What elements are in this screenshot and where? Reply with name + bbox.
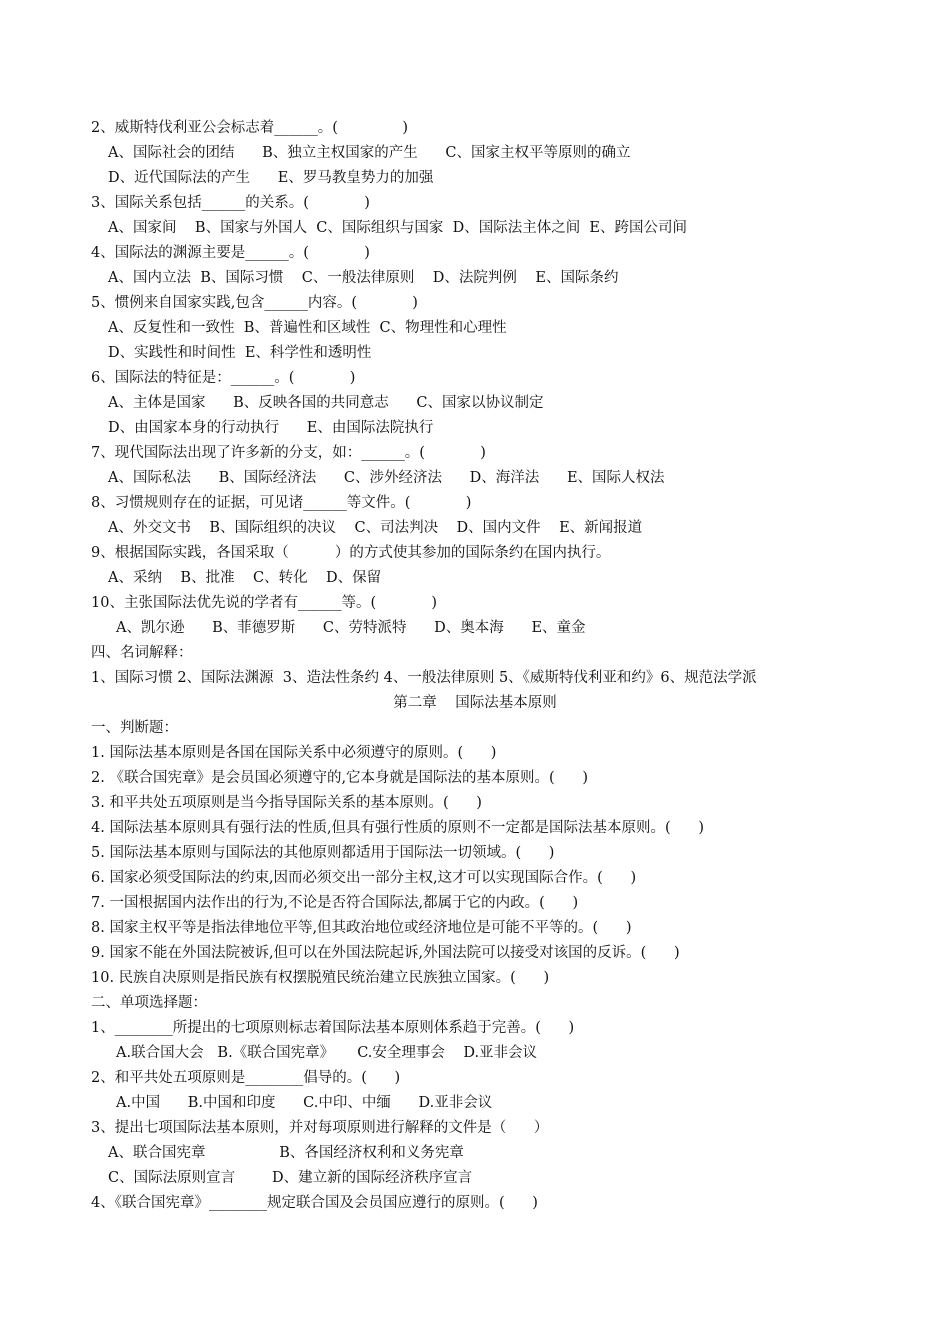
choice-question-2-options: A.中国 B.中国和印度 C.中印、中缅 D.亚非会议 — [116, 1095, 493, 1111]
judgment-item-8: 8. 国家主权平等是指法律地位平等,但其政治地位或经济地位是可能不平等的。( ) — [91, 920, 632, 936]
question-5-options-row-2: D、实践性和时间性 E、科学性和透明性 — [108, 345, 372, 361]
choice-question-4: 4、《联合国宪章》________规定联合国及会员国应遵行的原则。( ) — [91, 1195, 538, 1211]
chapter-title: 第二章 国际法基本原则 — [393, 695, 557, 711]
question-5-options-row-1: A、反复性和一致性 B、普遍性和区域性 C、物理性和心理性 — [108, 320, 507, 336]
judgment-item-4: 4. 国际法基本原则具有强行法的性质,但具有强行性质的原则不一定都是国际法基本原则。( ) — [91, 820, 705, 836]
question-3-options: A、国家间 B、国家与外国人 C、国际组织与国家 D、国际法主体之间 E、跨国公司间 — [108, 220, 688, 236]
question-3: 3、国际关系包括______的关系。( ) — [91, 195, 370, 211]
question-10-options: A、凯尔逊 B、菲德罗斯 C、劳特派特 D、奥本海 E、童金 — [116, 620, 586, 636]
section-heading-terms: 四、名词解释： — [91, 645, 193, 661]
judgment-item-6: 6. 国家必须受国际法的约束,因而必须交出一部分主权,这才可以实现国际合作。( ) — [91, 870, 637, 886]
section-heading-true-false: 一、判断题： — [91, 720, 178, 736]
choice-question-3-options-row-2: C、国际法原则宣言 D、建立新的国际经济秩序宣言 — [108, 1170, 473, 1186]
terms-list: 1、国际习惯 2、国际法渊源 3、造法性条约 4、一般法律原则 5、《威斯特伐利亚和约》6、规范法学派 — [91, 670, 757, 686]
choice-question-2: 2、和平共处五项原则是________倡导的。( ) — [91, 1070, 401, 1086]
judgment-item-10: 10. 民族自决原则是指民族有权摆脱殖民统治建立民族独立国家。( ) — [91, 970, 550, 986]
question-4: 4、国际法的渊源主要是______。( ) — [91, 245, 370, 261]
question-6-options-row-1: A、主体是国家 B、反映各国的共同意志 C、国家以协议制定 — [108, 395, 544, 411]
question-6-options-row-2: D、由国家本身的行动执行 E、由国际法院执行 — [108, 420, 434, 436]
question-2: 2、威斯特伐利亚公会标志着______。( ) — [91, 120, 409, 136]
question-10: 10、主张国际法优先说的学者有______等。( ) — [91, 595, 438, 611]
question-7: 7、现代国际法出现了许多新的分支，如：______。( ) — [91, 445, 486, 461]
choice-question-3-options-row-1: A、联合国宪章 B、各国经济权利和义务宪章 — [108, 1145, 464, 1161]
judgment-item-1: 1. 国际法基本原则是各国在国际关系中必须遵守的原则。( ) — [91, 745, 497, 761]
choice-question-1: 1、________所提出的七项原则标志着国际法基本原则体系趋于完善。( ) — [91, 1020, 575, 1036]
judgment-item-3: 3. 和平共处五项原则是当今指导国际关系的基本原则。( ) — [91, 795, 482, 811]
question-4-options: A、国内立法 B、国际习惯 C、一般法律原则 D、法院判例 E、国际条约 — [108, 270, 619, 286]
section-heading-single-choice: 二、单项选择题： — [91, 995, 207, 1011]
choice-question-1-options: A.联合国大会 B.《联合国宪章》 C.安全理事会 D.亚非会议 — [116, 1045, 538, 1061]
question-8-options: A、外交文书 B、国际组织的决议 C、司法判决 D、国内文件 E、新闻报道 — [108, 520, 643, 536]
question-2-options-row-1: A、国际社会的团结 B、独立主权国家的产生 C、国家主权平等原则的确立 — [108, 145, 631, 161]
judgment-item-2: 2. 《联合国宪章》是会员国必须遵守的,它本身就是国际法的基本原则。( ) — [91, 770, 589, 786]
choice-question-3: 3、提出七项国际法基本原则，并对每项原则进行解释的文件是（ ） — [91, 1120, 549, 1136]
judgment-item-9: 9. 国家不能在外国法院被诉,但可以在外国法院起诉,外国法院可以接受对该国的反诉。( ) — [91, 945, 680, 961]
question-9-options: A、采纳 B、批准 C、转化 D、保留 — [108, 570, 382, 586]
question-7-options: A、国际私法 B、国际经济法 C、涉外经济法 D、海洋法 E、国际人权法 — [108, 470, 665, 486]
question-8: 8、习惯规则存在的证据，可见诸______等文件。( ) — [91, 495, 472, 511]
question-9: 9、根据国际实践，各国采取（ ）的方式使其参加的国际条约在国内执行。 — [91, 545, 611, 561]
question-5: 5、惯例来自国家实践,包含______内容。( ) — [91, 295, 418, 311]
judgment-item-7: 7. 一国根据国内法作出的行为,不论是否符合国际法,都属于它的内政。( ) — [91, 895, 579, 911]
question-6: 6、国际法的特征是：______。( ) — [91, 370, 356, 386]
question-2-options-row-2: D、近代国际法的产生 E、罗马教皇势力的加强 — [108, 170, 434, 186]
judgment-item-5: 5. 国际法基本原则与国际法的其他原则都适用于国际法一切领域。( ) — [91, 845, 555, 861]
